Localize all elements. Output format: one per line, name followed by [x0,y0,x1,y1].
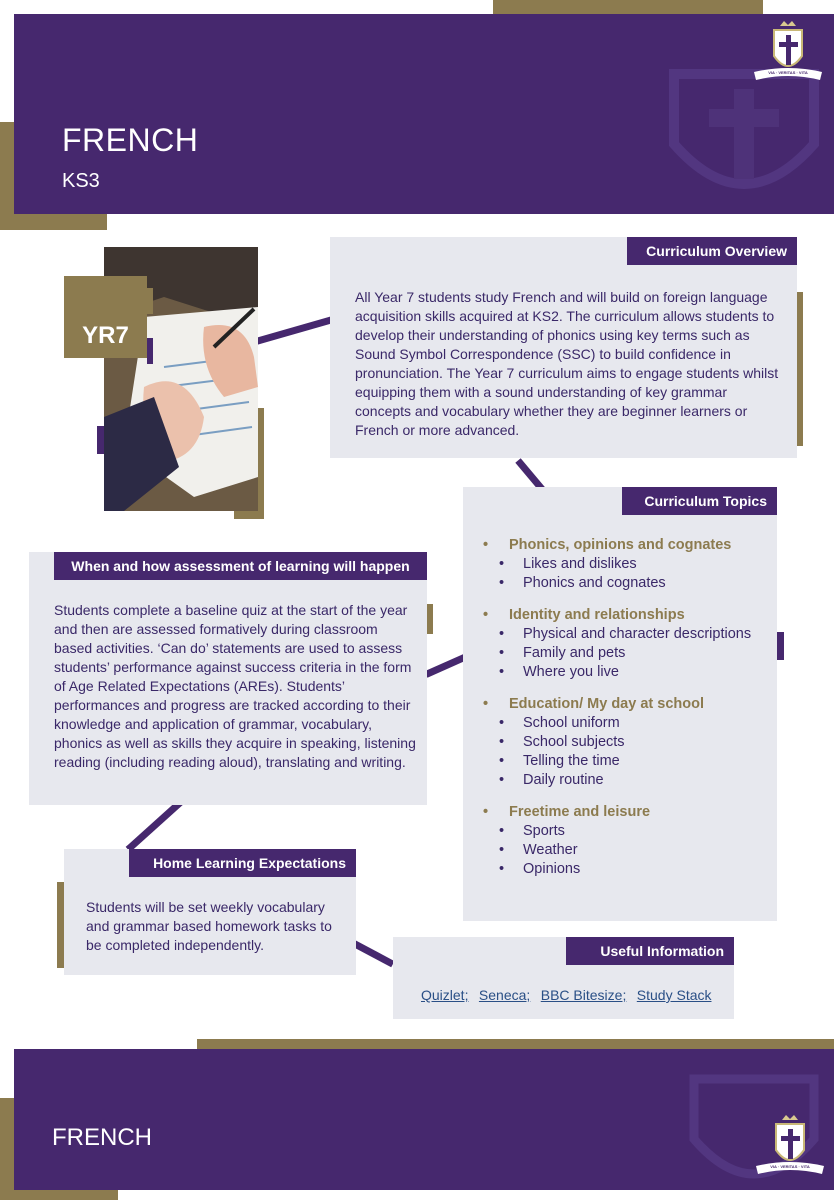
topic-group [463,803,777,879]
footer-gold-accent-top [197,1039,834,1049]
curriculum-overview-heading: Curriculum Overview [627,237,797,265]
topic-title: • Phonics, opinions and cognates [463,536,777,555]
header-subtitle: KS3 [62,170,100,192]
footer-title: FRENCH [52,1124,152,1151]
footer-crest-motto: VIA · VERITAS · VITA [770,1164,810,1169]
topic-group [463,695,777,790]
curriculum-topics-panel [463,487,777,921]
useful-information-panel [393,937,734,1019]
quizlet-link[interactable]: Quizlet; [421,987,469,1003]
connector-line [255,317,332,345]
useful-links [421,987,731,1005]
footer-crest-logo [752,1114,828,1184]
topic-item: • Phonics and cognates [463,574,777,593]
connector-line [352,940,394,967]
home-learning-text: Students will be set weekly vocabulary and grammar based homework tasks to be completed independently. [86,899,332,953]
crest-icon [752,1114,828,1184]
topic-title: • Identity and relationships [463,606,777,625]
topic-item: • Where you live [463,663,777,682]
seneca-link[interactable]: Seneca; [478,987,531,1003]
curriculum-overview-panel [330,237,797,458]
connector-line [425,654,466,677]
crest-icon [750,20,826,90]
assessment-text: Students complete a baseline quiz at the start of the year and then are assessed formatively during classroom based activities. ‘Can do’ statements are used to assess students’ performance against success criteria in the form of Age Related Expectations (AREs). Students’ performances and progress are tracked according to their knowledge and application of grammar, vocabulary, phonics as well as skills they acquire in speaking, listening reading (including reading aloud), translating and writing. [54,602,416,770]
topic-item: • School subjects [463,733,777,752]
year-badge-accent [147,338,153,364]
home-learning-gold-accent [57,882,64,968]
curriculum-topics-heading: Curriculum Topics [622,487,777,515]
assessment-panel [29,552,427,805]
study-stack-link[interactable]: Study Stack [636,987,712,1003]
topic-group [463,606,777,682]
topic-item: • Family and pets [463,644,777,663]
header-gold-accent-top [493,0,763,14]
home-learning-panel [64,849,356,975]
header-crest-motto: VIA · VERITAS · VITA [768,70,808,75]
curriculum-overview-text: All Year 7 students study French and will build on foreign language acquisition skills acquired at KS2. The curriculum allows students to develop their understanding of phonics using key terms such as Sound Symbol Correspondence (SSC) to build confidence in pronunciation. The Year 7 curriculum aims to engage students whilst equipping them with a sound understanding of key grammar concepts and vocabulary whether they are beginner learners or French or more advanced. [355,289,779,438]
photo-side-accent [97,426,104,454]
year-badge-accent [147,288,153,314]
topic-item: • School uniform [463,714,777,733]
year-badge [64,276,147,358]
useful-information-heading: Useful Information [566,937,734,965]
topic-item: • Weather [463,841,777,860]
bbc-bitesize-link[interactable]: BBC Bitesize; [540,987,627,1003]
footer-banner [14,1049,834,1190]
topic-item: • Telling the time [463,752,777,771]
year-badge-label: YR7 [82,322,129,349]
overview-gold-accent [796,292,803,446]
assessment-heading: When and how assessment of learning will happen [54,552,427,580]
topic-group [463,536,777,593]
header-title: FRENCH [62,122,199,158]
topic-item: • Likes and dislikes [463,555,777,574]
assessment-gold-accent [426,604,433,634]
header-crest-logo [750,20,826,90]
curriculum-topics-list [463,536,777,892]
topic-item: • Daily routine [463,771,777,790]
topic-item: • Opinions [463,860,777,879]
topic-item: • Sports [463,822,777,841]
topic-item: • Physical and character descriptions [463,625,777,644]
topic-title: • Education/ My day at school [463,695,777,714]
header-banner [14,14,834,214]
home-learning-heading: Home Learning Expectations [129,849,356,877]
topics-side-accent [776,632,784,660]
topic-title: • Freetime and leisure [463,803,777,822]
